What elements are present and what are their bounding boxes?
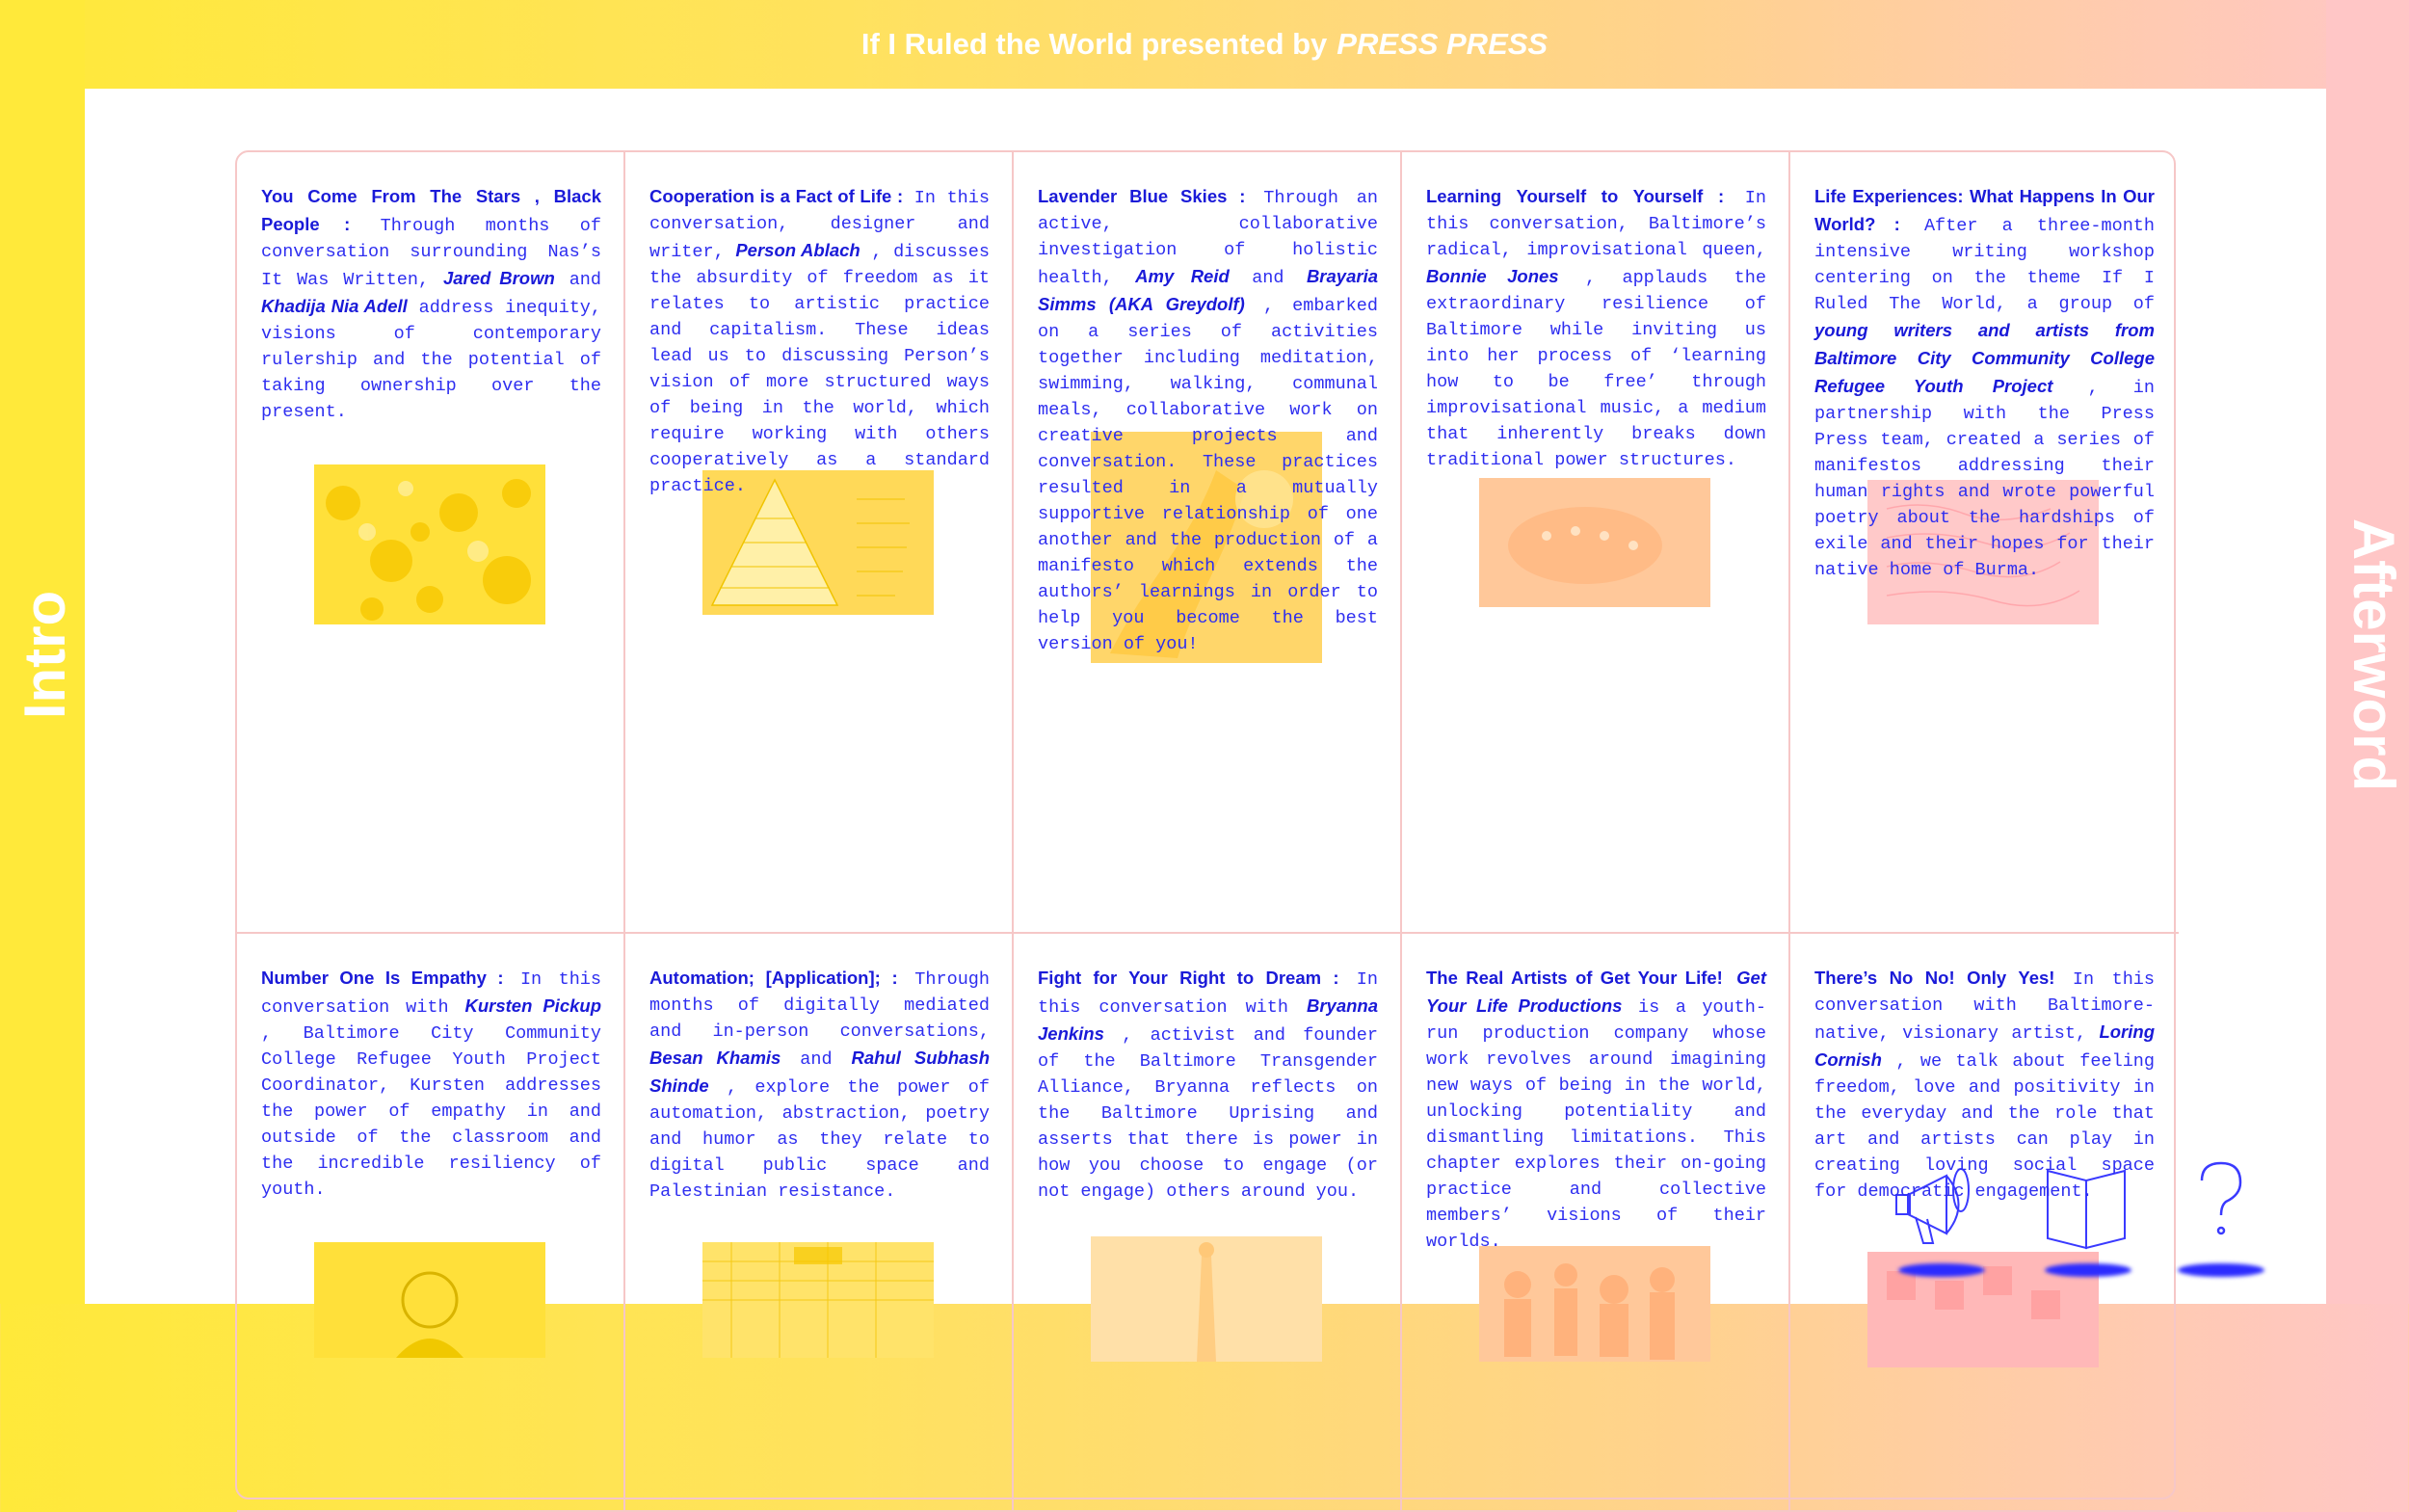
chapter-title[interactable]: Cooperation is a Fact of Life : bbox=[649, 186, 904, 206]
chapter-image[interactable] bbox=[702, 1242, 934, 1358]
chapter-text: Through an active, collaborative investigation of holistic health, bbox=[1038, 188, 1378, 288]
music-equipment-icon bbox=[1479, 478, 1710, 607]
figure-photo-icon bbox=[1091, 1236, 1322, 1362]
chapter-text: , Baltimore City Community College Refugee Youth Project Coordinator, Kursten addresses the power of empathy in and outside of the classroom and the incredible resiliency of youth. bbox=[261, 1023, 601, 1200]
contributor-name: Get Your Life Productions bbox=[1426, 968, 1766, 1016]
chapter-card[interactable] bbox=[1402, 152, 1790, 934]
chapter-description bbox=[649, 965, 990, 1205]
contributor-name: Rahul Subhash Shinde bbox=[649, 1048, 990, 1096]
chapter-text: In this conversation, Baltimore’s radical, improvisational queen, bbox=[1426, 188, 1766, 260]
chapter-description bbox=[1814, 965, 2155, 1205]
chapter-title[interactable]: The Real Artists of Get Your Life! bbox=[1426, 968, 1723, 988]
brand-name[interactable]: PRESS PRESS bbox=[1337, 27, 1549, 61]
contributor-name: young writers and artists from Baltimore City Community College Refugee Youth Project bbox=[1814, 320, 2155, 396]
chapter-title[interactable]: Fight for Your Right to Dream : bbox=[1038, 968, 1339, 988]
chapter-text: Through months of conversation surrounding Nas’s It Was Written, bbox=[261, 216, 601, 290]
flower-collage-icon bbox=[314, 464, 545, 624]
chapter-text: After a three-month intensive writing workshop centering on the theme If I Ruled The World, a group of bbox=[1814, 216, 2156, 314]
chapter-description bbox=[1038, 965, 1378, 1205]
contributor-name: Bonnie Jones bbox=[1426, 266, 1559, 286]
chapter-text: In this conversation with bbox=[261, 969, 602, 1018]
chapter-card[interactable] bbox=[1014, 934, 1402, 1512]
contributor-name: Amy Reid bbox=[1135, 266, 1230, 286]
chapter-image[interactable] bbox=[1091, 1236, 1322, 1362]
chapter-text: In this conversation with bbox=[1038, 969, 1379, 1018]
chapter-text: In this conversation with Baltimore-native, visionary artist, bbox=[1814, 969, 2155, 1044]
afterword-label[interactable]: Afterword bbox=[2342, 517, 2407, 792]
announcements-shadow bbox=[1898, 1263, 1985, 1277]
chapter-description bbox=[261, 965, 601, 1203]
contributor-name: Khadija Nia Adell bbox=[261, 296, 408, 316]
site-header bbox=[0, 0, 2409, 89]
site-title: If I Ruled the World presented by bbox=[860, 27, 1328, 61]
chapter-text: , in partnership with the Press Press team, created a series of manifestos addressing their human rights and wrote powerful poetry about the hardships of exile and their hopes for their native home of Burma. bbox=[1814, 378, 2155, 580]
question-mark-icon bbox=[2168, 1152, 2274, 1258]
contributor-name: Jared Brown bbox=[442, 268, 555, 288]
chapter-text: , applauds the extraordinary resilience of Baltimore while inviting us into her process of ‘learning how to be free’ through improvisational music, a medium that inherently breaks down traditional power structures. bbox=[1426, 268, 1766, 470]
chapter-text: , we talk about feeling freedom, love and positivity in the everyday and the role that art and artists can play in creating loving social space for democratic engagement. bbox=[1814, 1051, 2155, 1202]
chapter-card[interactable] bbox=[625, 934, 1014, 1512]
contributor-name: Bryanna Jenkins bbox=[1038, 995, 1378, 1044]
chapter-text: is a youth-run production company whose work revolves around imagining new ways of being in the world, unlocking potentiality and dismantling limitations. This chapter explores their on-going practice and collective members’ visions of their worlds. bbox=[1426, 997, 1766, 1252]
chapter-text: In this conversation, designer and writer, bbox=[649, 188, 990, 262]
contributor-name: Loring Cornish bbox=[1814, 1021, 2155, 1070]
chapter-text: Through months of digitally mediated and in-person conversations, bbox=[649, 969, 990, 1042]
contributor-name: Besan Khamis bbox=[649, 1048, 781, 1068]
chapter-text: , activist and founder of the Baltimore Transgender Alliance, Bryanna reflects on the Baltimore Uprising and asserts that there is power in how you choose to engage (or not engage) others around you. bbox=[1038, 1025, 1378, 1202]
tiled-photo-icon bbox=[702, 1242, 934, 1358]
chapter-grid bbox=[235, 150, 2176, 1499]
chapter-title[interactable]: You Come From The Stars , Black People : bbox=[261, 186, 601, 234]
intro-label[interactable]: Intro bbox=[13, 590, 78, 720]
crowd-photo-icon bbox=[1479, 1246, 1710, 1362]
chapter-card[interactable] bbox=[237, 934, 625, 1512]
chapter-description bbox=[649, 183, 990, 499]
chapter-text: and bbox=[569, 270, 602, 290]
chapter-text: , explore the power of automation, abstraction, poetry and humor as they relate to digital public space and Palestinian resistance. bbox=[649, 1077, 990, 1202]
chapter-image[interactable] bbox=[314, 464, 545, 624]
chapter-text: and bbox=[1252, 268, 1284, 288]
chapter-title[interactable]: Automation; [Application]; : bbox=[649, 968, 898, 988]
chapter-title[interactable]: Learning Yourself to Yourself : bbox=[1426, 186, 1725, 206]
chapter-description bbox=[1038, 183, 1378, 657]
chapter-text: address inequity, visions of contemporary rulership and the potential of taking ownership over the present. bbox=[261, 298, 602, 422]
chapter-title[interactable]: Life Experiences: What Happens In Our World? : bbox=[1814, 186, 2155, 234]
chapter-description bbox=[1426, 965, 1766, 1255]
chapter-title[interactable]: Lavender Blue Skies : bbox=[1038, 186, 1246, 206]
intro-sidebar[interactable] bbox=[0, 0, 85, 1304]
chapter-card[interactable] bbox=[1790, 152, 2179, 934]
chapter-card[interactable] bbox=[237, 152, 625, 934]
chapter-card[interactable] bbox=[1402, 934, 1790, 1512]
afterword-sidebar[interactable] bbox=[2326, 0, 2409, 1304]
chapter-card[interactable] bbox=[625, 152, 1014, 934]
content-panel bbox=[85, 89, 2326, 1304]
help-button[interactable] bbox=[2168, 1152, 2274, 1287]
contributor-name: Kursten Pickup bbox=[464, 995, 601, 1016]
chapter-image[interactable] bbox=[1479, 478, 1710, 607]
chapter-description bbox=[1426, 183, 1766, 473]
help-shadow bbox=[2178, 1263, 2264, 1277]
portrait-photo-icon bbox=[314, 1242, 545, 1358]
chapter-text: and bbox=[800, 1049, 833, 1070]
chapter-card[interactable] bbox=[1014, 152, 1402, 934]
chapter-title[interactable]: Number One Is Empathy : bbox=[261, 968, 504, 988]
chapter-image[interactable] bbox=[314, 1242, 545, 1358]
chapter-description bbox=[261, 183, 601, 425]
chapter-text: , embarked on a series of activities together including meditation, swimming, walking, communal meals, collaborative work on creative projects and conversation. These practices resulted in a mutually supportive relationship of one another and the production of a manifesto which extends the authors’ learnings in order to help you become the best version of you! bbox=[1038, 296, 1378, 654]
book-shadow bbox=[2045, 1263, 2131, 1277]
chapter-title[interactable]: There’s No No! Only Yes! bbox=[1814, 968, 2055, 988]
contributor-name: Brayaria Simms (AKA Greydolf) bbox=[1038, 266, 1378, 314]
chapter-image[interactable] bbox=[1479, 1246, 1710, 1362]
chapter-description bbox=[1814, 183, 2155, 583]
chapter-text: , discusses the absurdity of freedom as it relates to artistic practice and capitalism. These ideas lead us to discussing Person’s vision of more structured ways of being in the world, which require working with others cooperatively as a standard practice. bbox=[649, 242, 990, 496]
contributor-name: Person Ablach bbox=[735, 240, 860, 260]
